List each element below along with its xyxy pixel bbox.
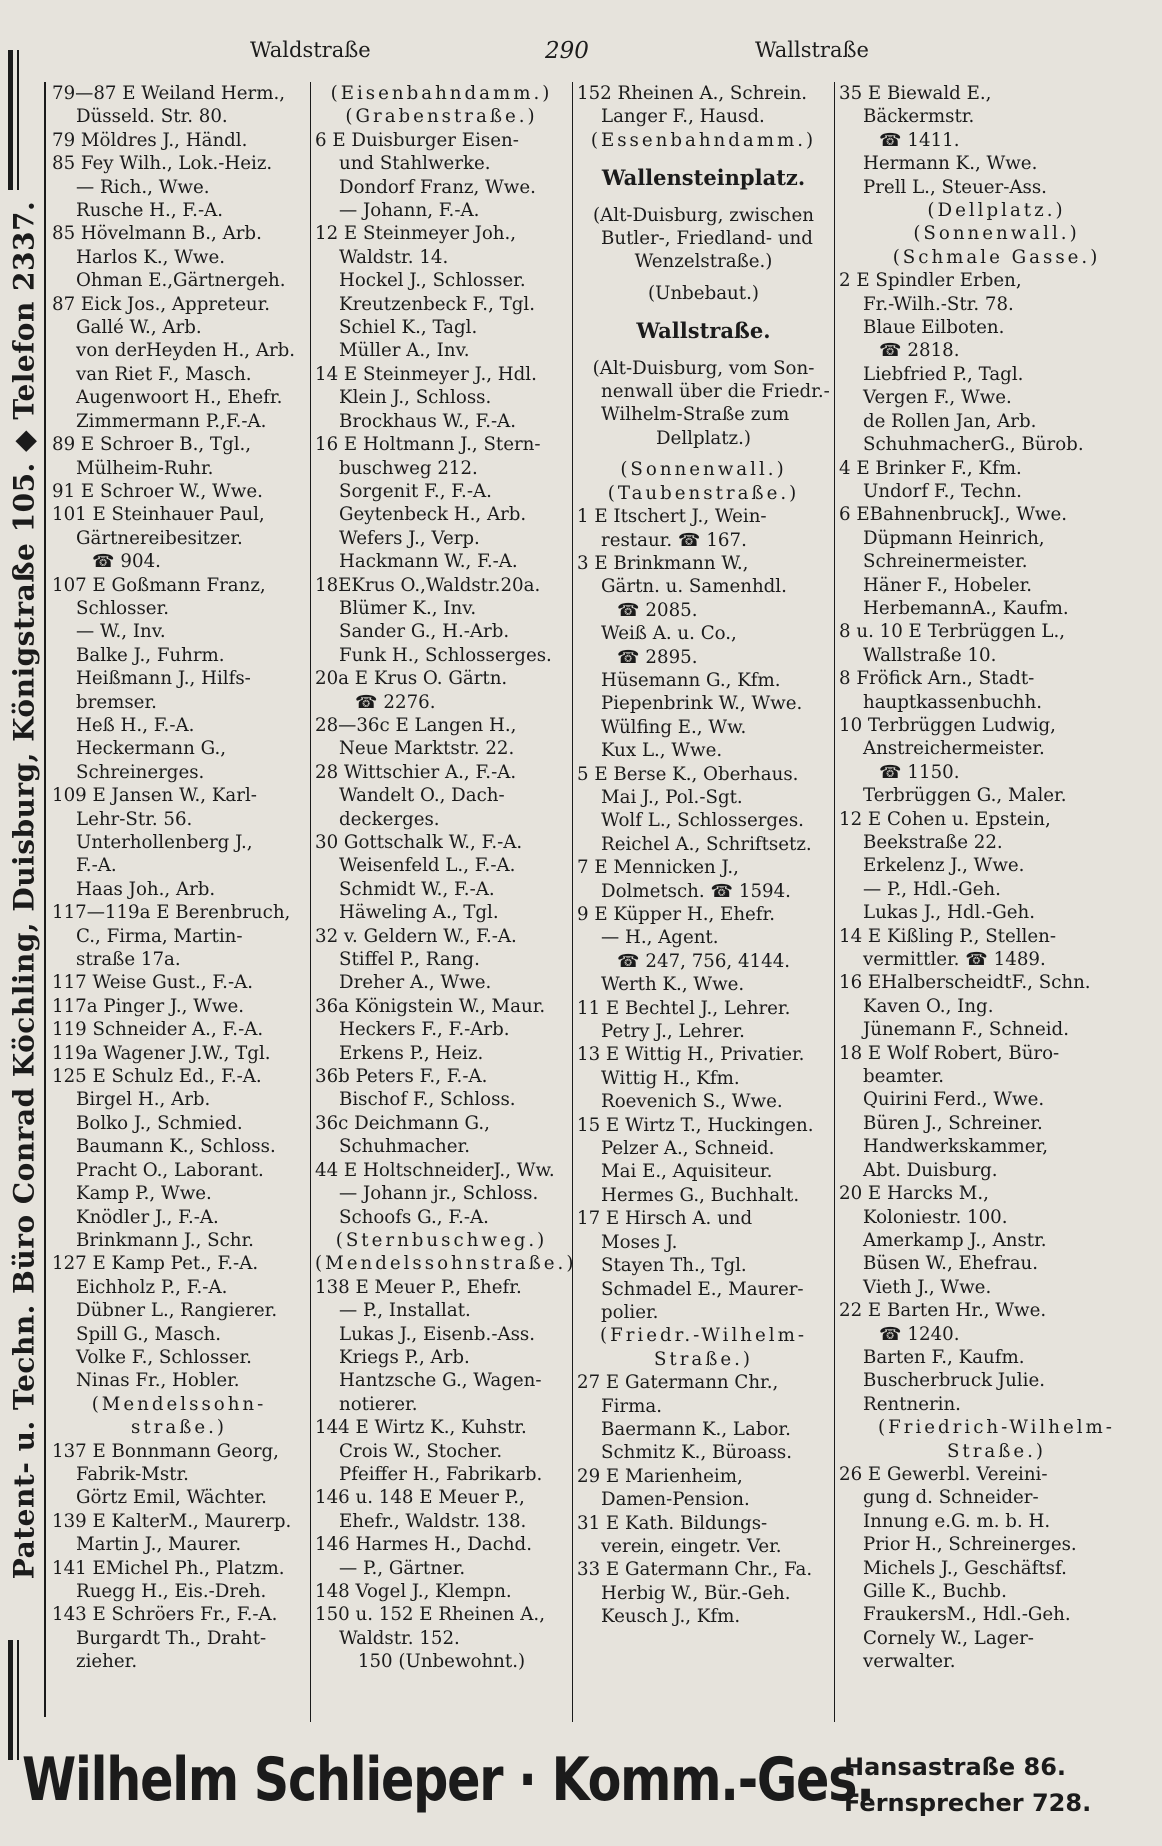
directory-entry: Hermes G., Buchhalt. bbox=[601, 1184, 800, 1206]
directory-entry: 141 EMichel Ph., Platzm. bbox=[52, 1557, 285, 1579]
directory-entry: Hockel J., Schlosser. bbox=[339, 270, 526, 292]
directory-entry: Hackmann W., F.-A. bbox=[339, 551, 518, 573]
directory-entry: Baermann K., Labor. bbox=[601, 1418, 791, 1440]
directory-entry: 16 EHalberscheidtF., Schn. bbox=[839, 972, 1091, 994]
directory-entry: Fabrik-Mstr. bbox=[76, 1463, 189, 1485]
directory-entry: ☎ 2276. bbox=[355, 691, 436, 713]
directory-entry: Sorgenit F., F.-A. bbox=[339, 480, 492, 502]
directory-entry: Bischof F., Schloss. bbox=[339, 1089, 516, 1111]
directory-entry: 6 E Duisburger Eisen- bbox=[315, 129, 519, 151]
directory-entry: Schuhmacher. bbox=[339, 1136, 471, 1158]
sidebar-advert-text: Patent- u. Techn. Büro Conrad Köchling, Duisburg, Königstraße 105. ◆ Telefon 2337. bbox=[7, 200, 41, 1580]
directory-entry: 139 E KalterM., Maurerp. bbox=[52, 1510, 292, 1532]
directory-entry: SchuhmacherG., Bürob. bbox=[863, 434, 1084, 456]
directory-entry: Dondorf Franz, Wwe. bbox=[339, 176, 536, 198]
directory-entry: 125 E Schulz Ed., F.-A. bbox=[52, 1066, 262, 1088]
directory-column-1 bbox=[48, 82, 310, 1722]
directory-entry: Fr.-Wilh.-Str. 78. bbox=[863, 293, 1014, 315]
directory-entry: 79 Möldres J., Händl. bbox=[52, 129, 248, 151]
directory-entry: Heß H., F.-A. bbox=[76, 714, 195, 736]
directory-entry: — H., Agent. bbox=[601, 927, 719, 949]
directory-entry: (Grabenstraße.) bbox=[345, 106, 538, 128]
directory-entry: — P., Gärtner. bbox=[339, 1557, 466, 1579]
directory-entry: gung d. Schneider- bbox=[863, 1487, 1039, 1509]
directory-entry: Wenzelstraße.) bbox=[634, 251, 773, 273]
directory-entry: Birgel H., Arb. bbox=[76, 1089, 211, 1111]
directory-entry: 117—119a E Berenbruch, bbox=[52, 902, 291, 924]
directory-entry: Vieth J., Wwe. bbox=[863, 1276, 992, 1298]
directory-entry: Pfeiffer H., Fabrikarb. bbox=[339, 1463, 543, 1485]
directory-entry: Klein J., Schloss. bbox=[339, 387, 492, 409]
directory-entry: 16 E Holtmann J., Stern- bbox=[315, 434, 541, 456]
directory-entry: 148 Vogel J., Klempn. bbox=[315, 1581, 512, 1602]
directory-entry: de Rollen Jan, Arb. bbox=[863, 410, 1037, 432]
directory-entry: Haas Joh., Arb. bbox=[76, 878, 216, 900]
directory-entry: (Sternbuschweg.) bbox=[335, 1229, 548, 1251]
directory-entry: Handwerkskammer, bbox=[863, 1136, 1049, 1158]
directory-entry: Michels J., Geschäftsf. bbox=[863, 1557, 1067, 1579]
directory-entry: Schiel K., Tagl. bbox=[339, 317, 478, 339]
directory-entry: 91 E Schroer W., Wwe. bbox=[52, 480, 263, 502]
directory-entry: Crois W., Stocher. bbox=[339, 1440, 503, 1462]
directory-entry: 30 Gottschalk W., F.-A. bbox=[315, 832, 523, 853]
directory-entry: (Mendelssohn- bbox=[91, 1393, 267, 1415]
directory-entry: 12 E Cohen u. Epstein, bbox=[839, 808, 1051, 830]
directory-entry: 150 (Unbewohnt.) bbox=[357, 1651, 526, 1673]
directory-entry: 7 E Mennicken J., bbox=[577, 857, 739, 879]
directory-entry: Buscherbruck Julie. bbox=[863, 1370, 1045, 1392]
directory-entry: (Mendelssohnstraße.) bbox=[315, 1253, 577, 1275]
directory-entry: Abt. Duisburg. bbox=[863, 1159, 998, 1181]
directory-entry: Müller A., Inv. bbox=[339, 340, 470, 362]
directory-entry: Hermann K., Wwe. bbox=[863, 153, 1038, 175]
directory-entry: 20a E Krus O. Gärtn. bbox=[315, 668, 508, 690]
directory-entry: (Unbebaut.) bbox=[648, 282, 759, 304]
directory-entry: Ehefr., Waldstr. 138. bbox=[339, 1510, 527, 1532]
directory-entry: Häner F., Hobeler. bbox=[863, 574, 1033, 596]
directory-entry: 89 E Schroer B., Tgl., bbox=[52, 434, 252, 456]
directory-entry: Pelzer A., Schneid. bbox=[601, 1138, 775, 1160]
directory-entry: 119 Schneider A., F.-A. bbox=[52, 1019, 264, 1041]
directory-entry bbox=[577, 305, 830, 313]
directory-entry: 8 u. 10 E Terbrüggen L., bbox=[839, 621, 1066, 643]
directory-entry bbox=[577, 152, 830, 160]
directory-entry: 14 E Kißling P., Stellen- bbox=[839, 925, 1056, 947]
directory-entry: 44 E HoltschneiderJ., Ww. bbox=[315, 1159, 555, 1181]
sidebar-advert bbox=[0, 30, 48, 1750]
directory-entry: 85 Fey Wilh., Lok.-Heiz. bbox=[52, 153, 273, 175]
directory-entry: (Friedrich-Wilhelm- bbox=[878, 1417, 1115, 1439]
directory-entry: Innung e.G. m. b. H. bbox=[863, 1510, 1051, 1532]
directory-entry: Görtz Emil, Wächter. bbox=[76, 1487, 267, 1509]
directory-entry: Hantzsche G., Wagen- bbox=[339, 1370, 542, 1392]
directory-entry: Blümer K., Inv. bbox=[339, 597, 477, 619]
directory-entry: Butler-, Friedland- und bbox=[601, 228, 813, 250]
directory-entry: 15 E Wirtz T., Huckingen. bbox=[577, 1114, 814, 1136]
advert-phone: Fernsprecher 728. bbox=[844, 1789, 1092, 1817]
directory-entry: Wandelt O., Dach- bbox=[339, 785, 505, 807]
directory-entry: 119a Wagener J.W., Tgl. bbox=[52, 1042, 271, 1064]
directory-entry: van Riet F., Masch. bbox=[76, 363, 252, 385]
directory-entry: 27 E Gatermann Chr., bbox=[577, 1372, 779, 1394]
directory-entry: Vergen F., Wwe. bbox=[863, 387, 1012, 409]
directory-entry: Augenwoort H., Ehefr. bbox=[76, 387, 283, 409]
directory-entry: Erkelenz J., Wwe. bbox=[863, 855, 1025, 877]
directory-entry: Düsseld. Str. 80. bbox=[76, 106, 228, 128]
directory-entry: Waldstr. 152. bbox=[339, 1627, 460, 1649]
directory-entry: Damen-Pension. bbox=[601, 1489, 750, 1511]
directory-entry: — Johann jr., Schloss. bbox=[339, 1183, 539, 1205]
directory-entry: 20 E Harcks M., bbox=[839, 1183, 989, 1205]
directory-entry bbox=[577, 274, 830, 282]
directory-entry: Straße.) bbox=[946, 1440, 1047, 1462]
directory-entry: nenwall über die Friedr.- bbox=[601, 381, 830, 403]
header-right-street: Wallstraße bbox=[755, 38, 869, 62]
directory-entry: 2 E Spindler Erben, bbox=[839, 270, 1022, 292]
sidebar-divider bbox=[44, 82, 46, 1717]
directory-entry: Dolmetsch. ☎ 1594. bbox=[601, 880, 791, 902]
directory-entry: 3 E Brinkmann W., bbox=[577, 552, 749, 574]
directory-entry: bremser. bbox=[76, 691, 157, 713]
directory-entry: Häweling A., Tgl. bbox=[339, 902, 499, 924]
directory-entry: Harlos K., Wwe. bbox=[76, 246, 226, 268]
directory-entry: 26 E Gewerbl. Vereini- bbox=[839, 1463, 1048, 1485]
directory-entry: Büsen W., Ehefrau. bbox=[863, 1253, 1039, 1275]
directory-entry: 28 Wittschier A., F.-A. bbox=[315, 761, 517, 783]
directory-entry: Heckers F., F.-Arb. bbox=[339, 1019, 510, 1041]
directory-entry: Prior H., Schreinerges. bbox=[863, 1534, 1077, 1556]
directory-entry: Wallensteinplatz. bbox=[601, 165, 806, 191]
directory-entry: Wallstraße. bbox=[636, 318, 771, 344]
directory-entry: Erkens P., Heiz. bbox=[339, 1042, 484, 1064]
directory-entry: 10 Terbrüggen Ludwig, bbox=[839, 714, 1056, 736]
page-number: 290 bbox=[545, 38, 589, 64]
directory-entry: 36c Deichmann G., bbox=[315, 1112, 490, 1134]
directory-entry: Prell L., Steuer-Ass. bbox=[863, 176, 1047, 198]
directory-entry: 18EKrus O.,Waldstr.20a. bbox=[315, 574, 541, 596]
directory-entry: Düpmann Heinrich, bbox=[863, 527, 1045, 549]
directory-entry: Dreher A., Wwe. bbox=[339, 972, 492, 994]
sidebar-rule bbox=[17, 1640, 19, 1760]
directory-entry: 36b Peters F., F.-A. bbox=[315, 1066, 488, 1088]
directory-entry: 18 E Wolf Robert, Büro- bbox=[839, 1042, 1060, 1064]
directory-entry: — Johann, F.-A. bbox=[339, 200, 480, 222]
directory-entry: — P., Hdl.-Geh. bbox=[863, 878, 1001, 900]
directory-entry: Kux L., Wwe. bbox=[601, 740, 723, 762]
directory-entry: Gille K., Buchb. bbox=[863, 1581, 1007, 1602]
directory-entry: (Schmale Gasse.) bbox=[892, 246, 1101, 268]
directory-entry: Gärtn. u. Samenhdl. bbox=[601, 576, 787, 598]
directory-entry: Lukas J., Eisenb.-Ass. bbox=[339, 1323, 536, 1345]
directory-entry: 28—36c E Langen H., bbox=[315, 714, 517, 736]
directory-entry: Schlosser. bbox=[76, 597, 170, 619]
directory-entry: von derHeyden H., Arb. bbox=[76, 340, 296, 362]
directory-entry: Brinkmann J., Schr. bbox=[76, 1229, 254, 1251]
directory-entry: Burgardt Th., Draht- bbox=[76, 1627, 267, 1649]
sidebar-rule bbox=[8, 50, 13, 190]
directory-entry: ☎ 1411. bbox=[879, 129, 960, 151]
directory-entry: 107 E Goßmann Franz, bbox=[52, 574, 266, 596]
directory-entry: Martin J., Maurer. bbox=[76, 1534, 242, 1556]
directory-entry: 152 Rheinen A., Schrein. bbox=[577, 83, 808, 104]
directory-entry: Beekstraße 22. bbox=[863, 832, 1003, 853]
directory-entry: Heckermann G., bbox=[76, 738, 227, 760]
directory-entry: 36a Königstein W., Maur. bbox=[315, 995, 546, 1017]
directory-column-2 bbox=[310, 82, 577, 1722]
directory-entry: Reichel A., Schriftsetz. bbox=[601, 833, 812, 855]
directory-entry: 35 E Biewald E., bbox=[839, 83, 992, 104]
directory-entry: 14 E Steinmeyer J., Hdl. bbox=[315, 363, 537, 385]
directory-entry: C., Firma, Martin- bbox=[76, 925, 243, 947]
directory-entry: Quirini Ferd., Wwe. bbox=[863, 1089, 1045, 1111]
directory-entry: 117a Pinger J., Wwe. bbox=[52, 995, 245, 1017]
directory-entry: Langer F., Hausd. bbox=[601, 106, 765, 128]
directory-entry: 146 u. 148 E Meuer P., bbox=[315, 1487, 525, 1509]
directory-entry: — P., Installat. bbox=[339, 1300, 471, 1322]
directory-entry: Blaue Eilboten. bbox=[863, 317, 1005, 339]
directory-entry: Unterhollenberg J., bbox=[76, 832, 253, 853]
directory-entry: 143 E Schröers Fr., F.-A. bbox=[52, 1604, 278, 1626]
directory-entry: Piepenbrink W., Wwe. bbox=[601, 693, 803, 715]
directory-entry: Knödler J., F.-A. bbox=[76, 1206, 219, 1228]
directory-entry: 8 Fröfick Arn., Stadt- bbox=[839, 668, 1035, 690]
directory-entry: Büren J., Schreiner. bbox=[863, 1112, 1043, 1134]
directory-entry bbox=[577, 349, 830, 357]
directory-entry: und Stahlwerke. bbox=[339, 153, 491, 175]
directory-entry: — Rich., Wwe. bbox=[76, 176, 210, 198]
directory-entry: ☎ 904. bbox=[92, 551, 161, 573]
directory-entry: Geytenbeck H., Arb. bbox=[339, 504, 527, 526]
directory-entry: 9 E Küpper H., Ehefr. bbox=[577, 904, 776, 925]
directory-entry: Firma. bbox=[601, 1395, 663, 1417]
directory-entry: Wolf L., Schlosserges. bbox=[601, 810, 804, 832]
directory-entry: Weiß A. u. Co., bbox=[601, 623, 737, 645]
directory-entry: 101 E Steinhauer Paul, bbox=[52, 504, 265, 526]
directory-entry: Baumann K., Schloss. bbox=[76, 1136, 276, 1158]
directory-entry: Schmitz K., Büroass. bbox=[601, 1442, 793, 1464]
directory-entry: 138 E Meuer P., Ehefr. bbox=[315, 1276, 522, 1298]
directory-entry: Liebfried P., Tagl. bbox=[863, 363, 1024, 385]
directory-column-4 bbox=[834, 82, 1158, 1722]
directory-entry: Schreinermeister. bbox=[863, 551, 1028, 573]
directory-entry: ☎ 2818. bbox=[879, 340, 960, 362]
directory-entry: 87 Eick Jos., Appreteur. bbox=[52, 293, 271, 315]
advert-address: Hansastraße 86. bbox=[844, 1753, 1067, 1781]
directory-entry: — W., Inv. bbox=[76, 621, 166, 643]
directory-entry: Terbrüggen G., Maler. bbox=[863, 785, 1067, 807]
directory-entry: 11 E Bechtel J., Lehrer. bbox=[577, 997, 791, 1019]
directory-entry: Mülheim-Ruhr. bbox=[76, 457, 214, 479]
page-header bbox=[50, 38, 1155, 72]
directory-entry: Werth K., Wwe. bbox=[601, 974, 745, 996]
directory-entry: hauptkassenbuchh. bbox=[863, 691, 1042, 713]
directory-entry: vermittler. ☎ 1489. bbox=[863, 949, 1046, 971]
directory-entry: restaur. ☎ 167. bbox=[601, 529, 747, 551]
directory-entry: Schoofs G., F.-A. bbox=[339, 1206, 489, 1228]
directory-entry: Lukas J., Hdl.-Geh. bbox=[863, 902, 1036, 924]
directory-entry: 13 E Wittig H., Privatier. bbox=[577, 1044, 805, 1066]
directory-entry: Volke F., Schlosser. bbox=[76, 1346, 252, 1368]
directory-entry: deckerges. bbox=[339, 808, 440, 830]
directory-entry: 33 E Gatermann Chr., Fa. bbox=[577, 1559, 813, 1581]
directory-entry: Eichholz P., F.-A. bbox=[76, 1276, 228, 1298]
directory-entry: 5 E Berse K., Oberhaus. bbox=[577, 763, 799, 785]
directory-entry: Cornely W., Lager- bbox=[863, 1627, 1034, 1649]
directory-entry: 117 Weise Gust., F.-A. bbox=[52, 972, 254, 994]
directory-entry: Bäckermstr. bbox=[863, 106, 975, 128]
directory-entry: Schreinerges. bbox=[76, 761, 205, 783]
directory-entry: Gärtnereibesitzer. bbox=[76, 527, 243, 549]
directory-entry: 109 E Jansen W., Karl- bbox=[52, 785, 257, 807]
directory-entry: Zimmermann P.,F.-A. bbox=[76, 410, 267, 432]
directory-entry bbox=[577, 450, 830, 458]
directory-entry: 31 E Kath. Bildungs- bbox=[577, 1512, 768, 1534]
directory-entry: (Eisenbahndamm.) bbox=[330, 83, 553, 104]
directory-entry: 1 E Itschert J., Wein- bbox=[577, 506, 767, 528]
directory-entry: Wefers J., Verp. bbox=[339, 527, 480, 549]
directory-entry: Schmadel E., Maurer- bbox=[601, 1278, 804, 1300]
directory-entry: polier. bbox=[601, 1301, 659, 1323]
directory-entry: Waldstr. 14. bbox=[339, 246, 449, 268]
directory-entry: buschweg 212. bbox=[339, 457, 478, 479]
directory-entry: Heißmann J., Hilfs- bbox=[76, 668, 251, 690]
directory-entry: Sander G., H.-Arb. bbox=[339, 621, 510, 643]
directory-entry: Wittig H., Kfm. bbox=[601, 1067, 740, 1089]
directory-entry: 79—87 E Weiland Herm., bbox=[52, 83, 286, 104]
directory-entry: Mai J., Pol.-Sgt. bbox=[601, 786, 743, 808]
directory-entry: verwalter. bbox=[863, 1651, 956, 1673]
directory-entry: ☎ 2085. bbox=[617, 599, 698, 621]
directory-entry: FraukersM., Hdl.-Geh. bbox=[863, 1604, 1071, 1626]
directory-entry: Wallstraße 10. bbox=[863, 644, 997, 666]
directory-entry: Neue Marktstr. 22. bbox=[339, 738, 515, 760]
directory-entry: Balke J., Fuhrm. bbox=[76, 644, 225, 666]
directory-entry: (Taubenstraße.) bbox=[607, 482, 800, 504]
footer-advert bbox=[22, 1737, 1152, 1837]
directory-entry: 150 u. 152 E Rheinen A., bbox=[315, 1604, 545, 1626]
directory-entry: straße.) bbox=[131, 1417, 227, 1439]
directory-entry: 4 E Brinker F., Kfm. bbox=[839, 457, 1022, 479]
directory-entry: ☎ 1150. bbox=[879, 761, 960, 783]
directory-column-3 bbox=[572, 82, 834, 1722]
directory-entry: Dübner L., Rangierer. bbox=[76, 1300, 278, 1322]
directory-entry: (Alt-Duisburg, vom Son- bbox=[592, 357, 815, 379]
directory-entry: Roevenich S., Wwe. bbox=[601, 1091, 783, 1113]
directory-entry: Ninas Fr., Hobler. bbox=[76, 1370, 240, 1392]
directory-entry: (Dellplatz.) bbox=[927, 200, 1066, 222]
directory-entry: 137 E Bonnmann Georg, bbox=[52, 1440, 279, 1462]
directory-entry: Barten F., Kaufm. bbox=[863, 1346, 1025, 1368]
directory-entry: Stayen Th., Tgl. bbox=[601, 1255, 747, 1277]
directory-entry: Schmidt W., F.-A. bbox=[339, 878, 495, 900]
directory-entry: Kriegs P., Arb. bbox=[339, 1346, 470, 1368]
sidebar-rule bbox=[17, 50, 19, 190]
directory-entry: verein, eingetr. Ver. bbox=[601, 1535, 782, 1557]
directory-entry: (Sonnenwall.) bbox=[620, 459, 787, 481]
directory-entry: Spill G., Masch. bbox=[76, 1323, 222, 1345]
directory-entry: (Alt-Duisburg, zwischen bbox=[593, 204, 814, 226]
directory-entry: HerbemannA., Kaufm. bbox=[863, 597, 1069, 619]
directory-entry: Ruegg H., Eis.-Dreh. bbox=[76, 1581, 267, 1602]
directory-entry: Brockhaus W., F.-A. bbox=[339, 410, 517, 432]
directory-entry: Ohman E.,Gärtnergeh. bbox=[76, 270, 286, 292]
directory-entry: Straße.) bbox=[653, 1348, 754, 1370]
directory-entry: Hüsemann G., Kfm. bbox=[601, 669, 781, 691]
directory-entry: zieher. bbox=[76, 1651, 138, 1673]
directory-entry: (Friedr.-Wilhelm- bbox=[600, 1325, 807, 1347]
directory-entry: Keusch J., Kfm. bbox=[601, 1606, 741, 1628]
directory-entry: 32 v. Geldern W., F.-A. bbox=[315, 925, 517, 947]
directory-entry: straße 17a. bbox=[76, 949, 181, 971]
directory-entry: Funk H., Schlosserges. bbox=[339, 644, 552, 666]
directory-entry: 29 E Marienheim, bbox=[577, 1465, 743, 1487]
directory-entry: 146 Harmes H., Dachd. bbox=[315, 1534, 532, 1556]
directory-entry: Herbig W., Bür.-Geh. bbox=[601, 1582, 791, 1604]
sidebar-rule bbox=[8, 1640, 13, 1760]
directory-entry: Pracht O., Laborant. bbox=[76, 1159, 264, 1181]
directory-entry: Stiffel P., Rang. bbox=[339, 949, 480, 971]
directory-entry: beamter. bbox=[863, 1066, 945, 1088]
directory-entry: (Sonnenwall.) bbox=[913, 223, 1080, 245]
directory-entry: Gallé W., Arb. bbox=[76, 317, 202, 339]
directory-entry: Kamp P., Wwe. bbox=[76, 1183, 212, 1205]
directory-columns bbox=[48, 82, 1158, 1722]
directory-entry: (Essenbahndamm.) bbox=[590, 129, 817, 151]
directory-entry bbox=[577, 196, 830, 204]
directory-entry: F.-A. bbox=[76, 855, 117, 877]
directory-entry: 17 E Hirsch A. und bbox=[577, 1208, 753, 1230]
directory-entry: Anstreichermeister. bbox=[863, 738, 1045, 760]
directory-entry: 12 E Steinmeyer Joh., bbox=[315, 223, 517, 245]
directory-entry: Dellplatz.) bbox=[655, 427, 752, 449]
directory-entry: Rentnerin. bbox=[863, 1393, 961, 1415]
directory-entry: Jünemann F., Schneid. bbox=[863, 1019, 1069, 1041]
advert-company-name: Wilhelm Schlieper · Komm.-Ges. bbox=[22, 1745, 874, 1815]
directory-entry: Rusche H., F.-A. bbox=[76, 200, 224, 222]
directory-entry: Kaven O., Ing. bbox=[863, 995, 994, 1017]
directory-entry: Wilhelm-Straße zum bbox=[601, 404, 790, 426]
directory-entry: Bolko J., Schmied. bbox=[76, 1112, 243, 1134]
directory-entry: 22 E Barten Hr., Wwe. bbox=[839, 1300, 1047, 1322]
directory-entry: Weisenfeld L., F.-A. bbox=[339, 855, 516, 877]
directory-entry: Mai E., Aquisiteur. bbox=[601, 1161, 773, 1183]
directory-entry: Amerkamp J., Anstr. bbox=[863, 1229, 1047, 1251]
directory-entry: ☎ 2895. bbox=[617, 646, 698, 668]
directory-entry: 127 E Kamp Pet., F.-A. bbox=[52, 1253, 259, 1275]
directory-entry: Kreutzenbeck F., Tgl. bbox=[339, 293, 536, 315]
directory-entry: Wülfing E., Ww. bbox=[601, 716, 747, 738]
directory-entry: ☎ 247, 756, 4144. bbox=[617, 950, 791, 972]
directory-entry: 6 EBahnenbruckJ., Wwe. bbox=[839, 504, 1068, 526]
directory-entry: Undorf F., Techn. bbox=[863, 480, 1022, 502]
directory-entry: Lehr-Str. 56. bbox=[76, 808, 193, 830]
directory-entry: Moses J. bbox=[601, 1231, 678, 1253]
directory-entry: Koloniestr. 100. bbox=[863, 1206, 1008, 1228]
header-left-street: Waldstraße bbox=[250, 38, 371, 62]
directory-entry: Petry J., Lehrer. bbox=[601, 1021, 745, 1043]
directory-entry: ☎ 1240. bbox=[879, 1323, 960, 1345]
directory-entry: 144 E Wirtz K., Kuhstr. bbox=[315, 1417, 527, 1439]
directory-entry: notierer. bbox=[339, 1393, 418, 1415]
directory-entry: 85 Hövelmann B., Arb. bbox=[52, 223, 262, 245]
